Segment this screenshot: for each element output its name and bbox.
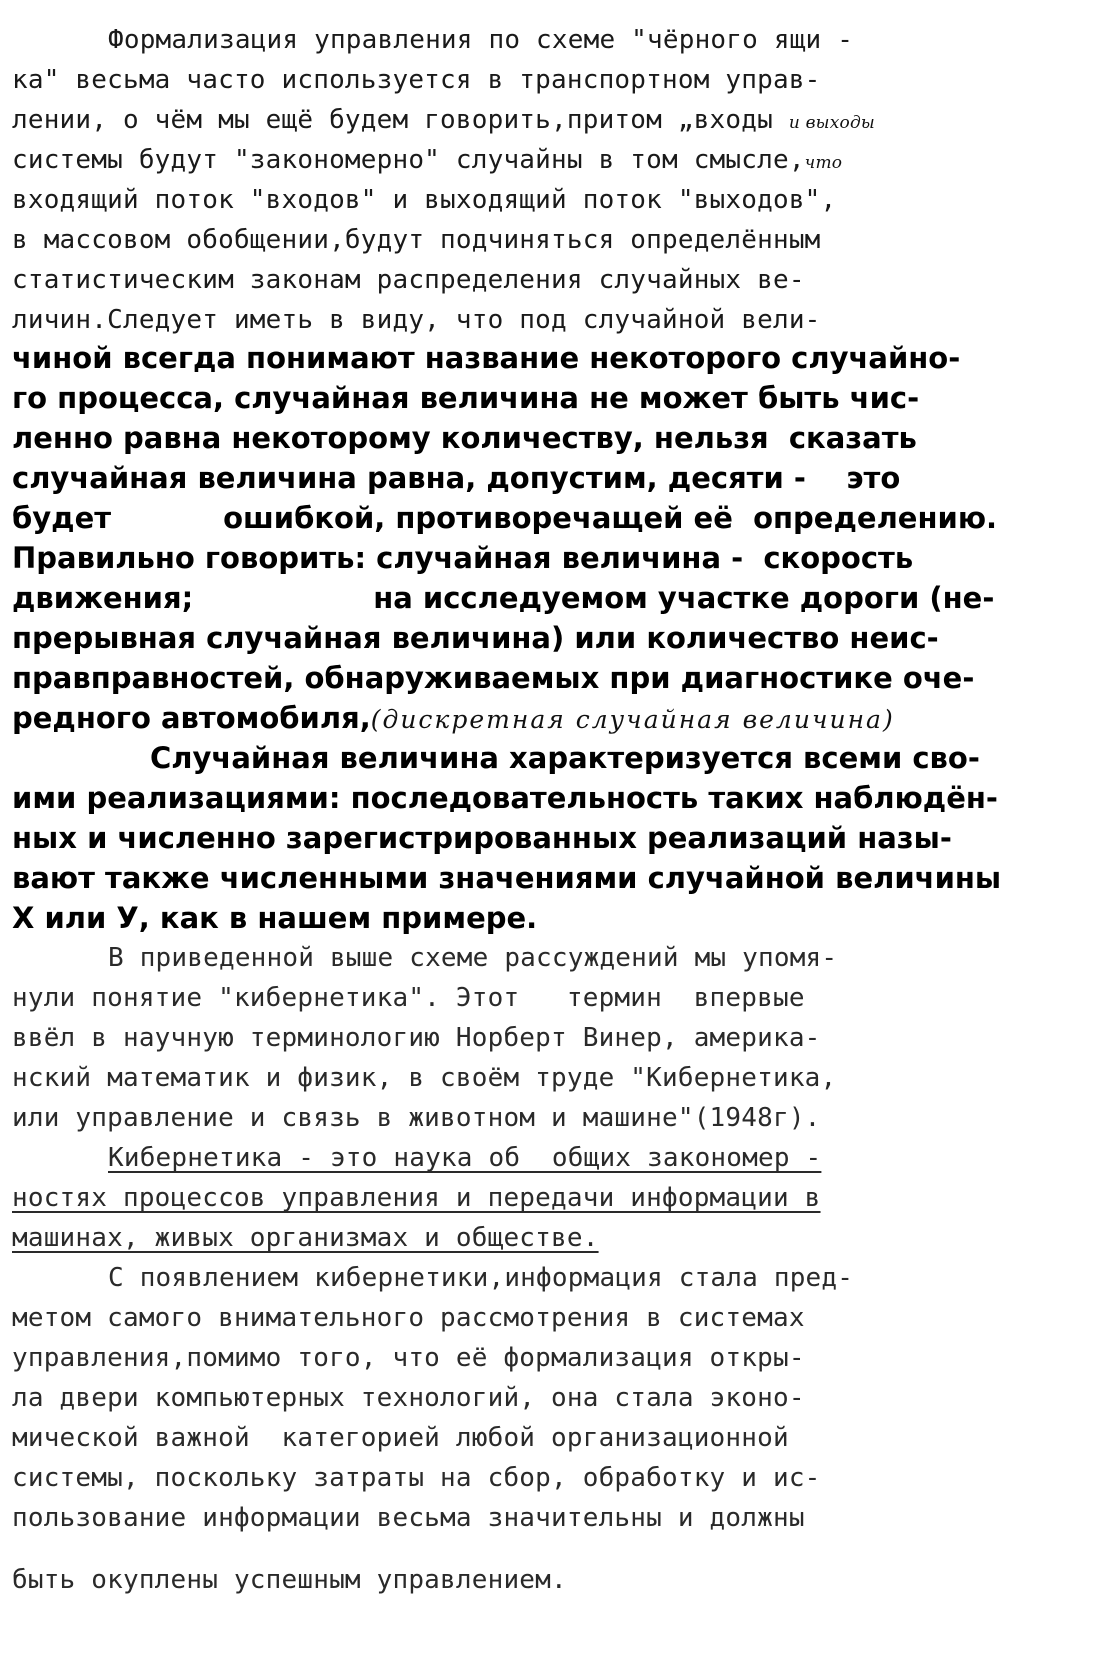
text-line: в массовом обобщении,будут подчиняться определённым — [12, 225, 821, 255]
text-line — [12, 498, 997, 538]
text-segment: системы будут "закономерно" случайны в том смысле, — [12, 145, 805, 175]
text-line: нули понятие "кибернетика". Этот термин впервые — [12, 983, 805, 1013]
text-segment: на исследуемом участке дороги (не- — [373, 581, 995, 615]
text-line: ленно равна некоторому количеству, нельзя сказать — [12, 421, 917, 455]
definition-line: машинах, живых организмах и обществе. — [12, 1223, 599, 1253]
text-line: ла двери компьютерных технологий, она стала эконо- — [12, 1383, 805, 1413]
text-line: личин.Следует иметь в виду, что под случайной вели- — [12, 305, 821, 335]
text-line: В приведенной выше схеме рассуждений мы упомя- — [108, 943, 838, 973]
text-line — [12, 578, 994, 618]
text-line: входящий поток "входов" и выходящий поток "выходов", — [12, 185, 837, 215]
text-line — [12, 140, 842, 183]
text-line: го процесса, случайная величина не может быть чис- — [12, 381, 920, 415]
text-line: быть окуплены успешным управлением. — [12, 1565, 567, 1595]
text-line: случайная величина равна, допустим, десяти - это — [12, 461, 901, 495]
text-line: Правильно говорить: случайная величина - скорость — [12, 541, 914, 575]
definition-line: Кибернетика - это наука об общих закономер - — [108, 1143, 822, 1173]
text-line: ими реализациями: последовательность таких наблюдён- — [12, 781, 998, 815]
text-line: чиной всегда понимают название некоторого случайно- — [12, 341, 961, 375]
text-line: метом самого внимательного рассмотрения в системах — [12, 1303, 805, 1333]
text-segment: ошибкой, противоречащей её определению. — [223, 501, 998, 535]
text-segment: движения; — [12, 581, 194, 615]
text-line: Случайная величина характеризуется всеми сво- — [150, 741, 980, 775]
text-line: ных и численно зарегистрированных реализаций назы- — [12, 821, 952, 855]
text-line: вают также численными значениями случайной величины — [12, 861, 1002, 895]
text-line: нский математик и физик, в своём труде "Кибернетика, — [12, 1063, 837, 1093]
text-segment: редного автомобиля, — [12, 701, 371, 735]
text-line: Формализация управления по схеме "чёрного ящи - — [108, 25, 854, 55]
text-line: ка" весьма часто используется в транспортном управ- — [12, 65, 821, 95]
text-line: правправностей, обнаруживаемых при диагностике оче- — [12, 661, 975, 695]
text-segment: лении, о чём мы ещё будем говорить,притом „входы — [12, 105, 773, 135]
definition-line: ностях процессов управления и передачи информации в — [12, 1183, 821, 1213]
text-line: С появлением кибернетики,информация стала пред- — [108, 1263, 854, 1293]
handwritten-note: что — [804, 153, 843, 173]
text-line: управления,помимо того, что её формализация откры- — [12, 1343, 805, 1373]
text-line: X или У, как в нашем примере. — [12, 901, 538, 935]
text-line: прерывная случайная величина) или количество неис- — [12, 621, 939, 655]
handwritten-note: (дискретная случайная величина) — [370, 705, 895, 734]
text-line: пользование информации весьма значительны и должны — [12, 1503, 805, 1533]
text-line: статистическим законам распределения случайных ве- — [12, 265, 805, 295]
text-line — [12, 100, 875, 143]
text-line: или управление и связь в животном и машине"(1948г). — [12, 1103, 821, 1133]
text-segment: будет — [12, 501, 112, 535]
text-line — [12, 698, 895, 740]
text-line: системы, поскольку затраты на сбор, обработку и ис- — [12, 1463, 821, 1493]
text-line: мической важной категорией любой организационной — [12, 1423, 789, 1453]
handwritten-note: и выходы — [788, 113, 875, 133]
text-line: ввёл в научную терминологию Норберт Винер, америка- — [12, 1023, 821, 1053]
